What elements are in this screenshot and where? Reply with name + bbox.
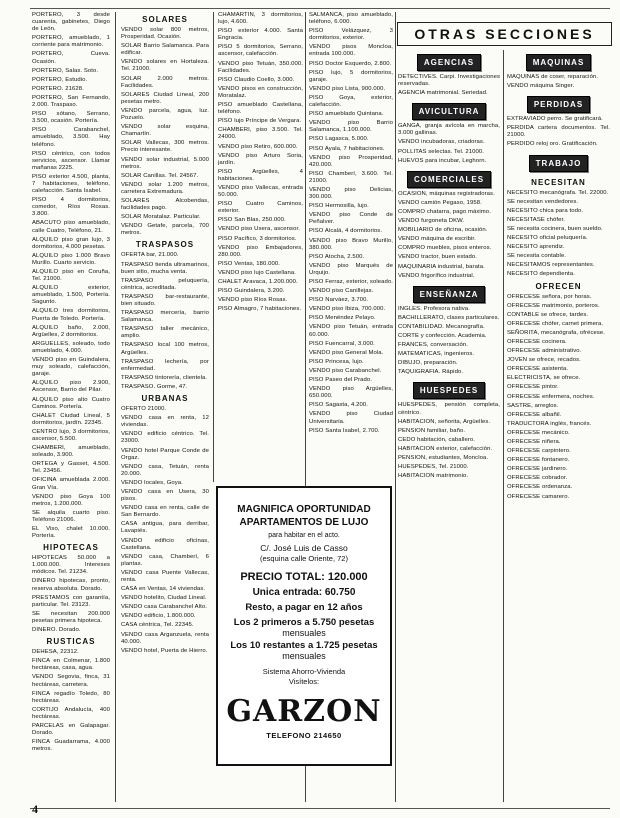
- classified-ad: PISO Chamberí, 3.600. Tel. 21000.: [309, 170, 393, 184]
- classified-ad: SOLAR Vallecas, 300 metros. Precio interesante.: [121, 140, 209, 154]
- classified-ad: FINCA en Colmenar, 1.800 hectáreas, casa, agua.: [32, 658, 110, 672]
- classified-ad: ALQUILO piso gran lujo, 3 dormitorios, 4.000 pesetas.: [32, 236, 110, 250]
- classified-ad: PORTERO, 3 desde cuarenta, gabinetes, Diego de León.: [32, 12, 110, 33]
- classified-ad: VENDO piso Bravo Murillo, 380.000.: [309, 237, 393, 251]
- column-5: [398, 50, 500, 802]
- classified-ad: CASA antigua, para derribar, Lavapiés.: [121, 521, 209, 535]
- necesitan-heading: NECESITAN: [531, 177, 586, 187]
- classified-ad: PISO Velázquez, 3 dormitorios, exterior.: [309, 28, 393, 42]
- classified-ad: BACHILLERATO, clases particulares.: [398, 314, 500, 321]
- comerciales-tag-wrap: [398, 167, 500, 191]
- classified-ad: PISO 5 dormitorios, Serrano, ascensor, calefacción.: [218, 44, 303, 58]
- classified-ad: PISO Claudio Coello, 3.000.: [218, 76, 295, 83]
- ad-line-b2: mensuales: [282, 651, 326, 661]
- classified-ad: CASA céntrica, Tel. 22345.: [121, 622, 194, 629]
- classified-ad: PISO exterior 4.500, planta, 7 habitaciones, teléfono, calefacción. Santa Isabel.: [32, 173, 110, 195]
- ad-phone: TELEFONO 214650: [266, 731, 342, 740]
- classified-ad: INGLES. Profesora nativa.: [398, 305, 470, 312]
- classified-ad: VENDO edificio, 1.800.000.: [121, 613, 196, 620]
- classified-ad: ABACUTO piso amueblado, calle Cuatro, Teléfono, 21.: [32, 220, 110, 234]
- classified-ad: GANGA, granja avícola en marcha, 3.000 gallinas.: [398, 123, 500, 137]
- trabajo-tag-wrap: [507, 151, 610, 175]
- classified-ad: SEÑORITA, mecanógrafa, ofrécese.: [507, 329, 606, 336]
- ad-price: PRECIO TOTAL: 120.000: [240, 571, 368, 583]
- classified-ad: HABITACION, señorita, Argüelles.: [398, 418, 491, 425]
- classified-ad: SOLARES Ciudad Lineal, 200 pesetas metro.: [121, 91, 209, 105]
- classified-ad: PISO Almagro, 7 habitaciones.: [218, 306, 302, 313]
- classified-ad: PISO Argüelles, 4 habitaciones.: [218, 168, 303, 182]
- classified-ad: VENDO tractor, buen estado.: [398, 254, 477, 261]
- maquinas-tag: MAQUINAS: [526, 54, 592, 71]
- classified-ad: VENDO máquina Singer.: [507, 83, 575, 90]
- comerciales-tag: COMERCIALES: [407, 171, 491, 188]
- huespedes-tag: HUESPEDES: [413, 382, 485, 399]
- classified-ad: PISO Goya, exterior, calefacción.: [309, 94, 393, 109]
- classified-ad: CHALET Ciudad Lineal, 5 dormitorios, jardín. 22345.: [32, 412, 110, 426]
- classified-ad: TRASPASO. Gorme, 47.: [121, 383, 188, 390]
- classified-ad: VENDO piso Delicias, 300.000.: [309, 186, 393, 201]
- classified-ad: ELECTRICISTA, se ofrece.: [507, 375, 581, 382]
- classified-ad: PORTERO. 21628.: [32, 85, 84, 92]
- classified-ad: VENDO Getafe, parcela, 700 metros.: [121, 223, 209, 237]
- column-divider: [395, 12, 396, 802]
- classified-ad: VENDO piso Conde de Peñalver.: [309, 212, 393, 226]
- classified-ad: PISO amueblado Castellana, teléfono.: [218, 102, 303, 116]
- classified-ad: OFRECESE albañil.: [507, 411, 562, 418]
- classified-ad: VENDO piso Ríos Rosas.: [218, 297, 288, 304]
- classified-ad: PISO Menéndez Pelayo.: [309, 315, 376, 322]
- classified-ad: SE necesitan 200.000 pesetas primera hipoteca.: [32, 610, 110, 624]
- classified-ad: VENDO casa, Tetuán, renta 20.000.: [121, 463, 209, 477]
- classified-ad: PISO Guindalera, 3.200.: [218, 288, 285, 295]
- classified-ad: PENSION familiar, baño.: [398, 427, 466, 434]
- column-divider: [503, 50, 504, 802]
- classified-ad: VENDO casa en Usera, 30 pisos.: [121, 488, 209, 503]
- perdidas-tag-wrap: [507, 92, 610, 116]
- classified-ad: VENDO hotel, Puerta de Hierro.: [121, 647, 208, 654]
- classified-ad: COMPRO chatarra, pago máximo.: [398, 208, 491, 215]
- classified-ad: SASTRE, arreglos.: [507, 402, 559, 409]
- classified-ad: VENDO casa Puente Vallecas, renta.: [121, 569, 209, 583]
- classified-ad: HUESPEDES, Tel. 21000.: [398, 464, 469, 471]
- classified-ad: CORTIJO Andalucía, 400 hectáreas.: [32, 706, 110, 720]
- classified-ad: PISO Paseo del Prado.: [309, 377, 373, 384]
- classified-ad: VENDO casa en renta, calle de San Bernardo.: [121, 505, 209, 519]
- classified-ad: CHAMBERI, amueblado, soleado, 3.900.: [32, 445, 110, 459]
- classified-ad: VENDO casa Carabanchel Alto.: [121, 604, 207, 611]
- agencias-tag: AGENCIAS: [417, 54, 481, 71]
- avicultura-tag-wrap: [398, 99, 500, 123]
- classified-ad: VENDO solares en Hortaleza. Tel. 21000.: [121, 59, 209, 73]
- huespedes-tag-wrap: [398, 378, 500, 402]
- classified-ad: DIBUJO, preparación.: [398, 360, 458, 367]
- ad-subhead: APARTAMENTOS DE LUJO: [239, 517, 369, 528]
- classified-ad: MAQUINAS de coser, reparación.: [507, 74, 599, 80]
- garzon-logo: GARZON: [226, 694, 382, 729]
- classified-ad: TRASPASO tintorería, clientela.: [121, 374, 208, 381]
- classified-ad: PISO lujo Príncipe de Vergara.: [218, 118, 302, 125]
- classified-ad: PISO Lagasca, 5.000.: [309, 136, 369, 143]
- classified-ad: OFRECESE chófer, carnet primera.: [507, 320, 604, 327]
- classified-ad: OFERTO 21000.: [121, 406, 167, 413]
- classified-ad: VENDO frigorífico industrial.: [398, 272, 475, 279]
- classified-ad: ALQUILO baño, 2.000, Argüelles, 2 dormitorios.: [32, 324, 110, 338]
- classified-ad: VENDO edificio céntrico. Tel. 23000.: [121, 431, 209, 445]
- classified-ad: EXTRAVIADO perro. Se gratificará.: [507, 116, 603, 123]
- classified-ad: VENDO piso Tetuán, 350.000. Facilidades.: [218, 60, 303, 74]
- classified-ad: VENDO piso Usera, ascensor.: [218, 226, 300, 233]
- classified-ad: VENDO piso en Guindalera, muy soleado, calefacción, garaje.: [32, 357, 110, 378]
- classified-ad: PORTERO, Estudio.: [32, 76, 88, 83]
- classified-ad: DETECTIVES. Carpi. Investigaciones reservadas.: [398, 74, 500, 88]
- perdidas-tag: PERDIDAS: [527, 96, 590, 113]
- classified-ad: VENDO piso Embajadores, 280.000.: [218, 244, 303, 258]
- classified-ad: TRASPASO peluquería, céntrica, acreditada.: [121, 277, 209, 291]
- classified-ad: OFERTA bar, 21.000.: [121, 252, 179, 259]
- classified-ad: HABITACION matrimonio.: [398, 473, 469, 480]
- classified-ad: VENDO piso Ciudad Universitaria.: [309, 411, 393, 425]
- agencias-tag-wrap: [398, 50, 500, 74]
- avicultura-tag: AVICULTURA: [412, 103, 487, 120]
- classified-ad: COMPRO muebles, pisos enteros.: [398, 245, 492, 252]
- garzon-advertisement: [216, 486, 392, 766]
- classified-ad: TAQUIGRAFIA. Rápido.: [398, 369, 464, 376]
- classified-ad: SOLAR 2.000 metros. Facilidades.: [121, 75, 209, 89]
- column-3: [218, 12, 303, 482]
- classified-ad: ALQUILO piso en Coruña, Tel. 21000.: [32, 269, 110, 283]
- classified-ad: OFRECESE cocinera.: [507, 338, 567, 345]
- classified-ad: PISO Ferraz, exterior, soleado.: [309, 279, 393, 285]
- classified-ad: OFRECESE camarero.: [507, 493, 570, 500]
- ad-line-a: Los 2 primeros a 5.750 pesetas: [233, 617, 375, 628]
- classified-ad: VENDO hotelito, Ciudad Lineal.: [121, 595, 207, 602]
- classified-ad: VENDO casa, Chamberí, 6 plantas.: [121, 553, 209, 567]
- classified-ad: CHAMBERI, piso 3.500. Tel. 24000.: [218, 127, 303, 141]
- classified-ad: SOLAR Barrio Salamanca. Para edificar.: [121, 43, 209, 57]
- classified-ad: PISO Carabanchel, amueblado, 3.500. Hay teléfono.: [32, 127, 110, 148]
- classified-ad: TRASPASO tienda ultramarinos, buen sitio, mucha venta.: [121, 261, 209, 275]
- classified-ad: DEHESA, 22312.: [32, 649, 79, 656]
- classified-ad: MAQUINARIA industrial, barata.: [398, 263, 485, 270]
- classified-ad: CHALET Aravaca, 1.200.000.: [218, 279, 298, 285]
- classified-ad: NECESITO aprendiz.: [507, 244, 565, 251]
- column-divider: [213, 12, 214, 482]
- classified-ad: VENDO piso Retiro, 600.000.: [218, 143, 298, 150]
- ensenanza-tag: ENSEÑANZA: [413, 286, 486, 303]
- classified-ad: EL Viso, chalet 10.000. Portería.: [32, 526, 110, 540]
- classified-ad: VENDO piso Ibiza, 700.000.: [309, 306, 386, 313]
- classified-ad: PISO Atocha, 2.500.: [309, 253, 365, 260]
- classified-ad: PISO Ayala, 7 habitaciones.: [309, 145, 385, 152]
- ad-line-a2: mensuales: [282, 628, 326, 638]
- classified-ad: CENTRO lujo, 3 dormitorios, ascensor, 5.500.: [32, 428, 110, 442]
- classified-ad: VENDO piso Tetuán, entrada 60.000.: [309, 324, 393, 338]
- page-number: 4: [32, 802, 38, 816]
- ad-system: Sistema Ahorro-Vivienda: [262, 667, 346, 676]
- classified-ad: VENDO máquina de escribir.: [398, 236, 476, 243]
- classified-ad: OFRECESE jardinero.: [507, 466, 568, 473]
- classified-ad: CASA en Ventas, 14 viviendas.: [121, 586, 206, 593]
- classified-ad: VENDO pisos en construcción, Moratalaz.: [218, 85, 303, 99]
- classified-ad: PORTERO, Cueva. Ocasión.: [32, 51, 110, 65]
- classified-ad: TRADUCTORA inglés, francés.: [507, 420, 592, 427]
- classified-ad: JOVEN se ofrece, recados.: [507, 357, 581, 364]
- classified-ad: DINERO. Dorado.: [32, 627, 81, 634]
- classified-ad: VENDO piso Carabanchel.: [309, 367, 382, 374]
- section-heading: TRASPASOS: [135, 240, 195, 250]
- classified-ad: PISO Princesa, lujo.: [309, 358, 364, 365]
- classified-ad: PISO Pacífico, 3 dormitorios.: [218, 235, 297, 242]
- classified-ad: OFRECESE niñera.: [507, 439, 561, 445]
- classified-ad: HABITACION exterior, calefacción.: [398, 445, 493, 452]
- classified-ad: SALMANCA, piso amueblado, teléfono, 6.000.: [309, 12, 393, 26]
- classified-ad: OFRECESE administrativo.: [507, 348, 582, 355]
- classified-ad: OFRECESE asistenta.: [507, 366, 569, 373]
- classified-ad: ALQUILO tres dormitorios, Puerta de Toledo. Portería.: [32, 308, 110, 322]
- classified-ad: VENDO hotel Parque Conde de Orgaz.: [121, 447, 209, 461]
- classified-ad: OFRECESE ordenanza.: [507, 484, 573, 491]
- column-1: [32, 12, 110, 802]
- classified-ad: PISO Sagasta, 4.200.: [309, 402, 368, 409]
- classified-ad: SE necesitan vendedores.: [507, 198, 579, 205]
- classified-ad: HUEVOS para incubar, Leghorn.: [398, 157, 487, 164]
- classified-ad: NECESITAMOS representantes.: [507, 262, 595, 269]
- classified-ad: VENDO casa en renta, 12 viviendas.: [121, 415, 209, 429]
- classified-ad: PISO sótano, Serrano, 3.500, ocasión. Portería.: [32, 111, 110, 125]
- classified-ad: VENDO piso Argüelles, 650.000.: [309, 386, 393, 400]
- classified-ad: NECESITO dependienta.: [507, 271, 575, 278]
- classified-ad: ORTEGA y Gasset, 4.500. Tel. 23456.: [32, 461, 110, 475]
- classified-ad: ALQUILO piso alto Cuatro Caminos. Portería.: [32, 396, 110, 410]
- classified-ad: SE necesita contable.: [507, 253, 567, 260]
- classified-ad: PISO Narváez, 3.700.: [309, 297, 369, 304]
- section-heading: HIPOTECAS: [43, 543, 99, 553]
- classified-ad: OFRECESE señora, por horas.: [507, 293, 592, 300]
- otras-secciones-banner: OTRAS SECCIONES: [397, 22, 612, 46]
- classified-ad: PISO Cuatro Caminos, exterior.: [218, 201, 303, 215]
- classified-ad: OFRECESE cobrador.: [507, 475, 568, 482]
- classified-ad: SOLAR Canillas. Tel. 24567.: [121, 172, 199, 179]
- classified-ad: VENDO Segovia, finca, 31 hectáreas, carretera.: [32, 674, 110, 688]
- trabajo-tag: TRABAJO: [529, 155, 589, 172]
- classified-ad: PISO Ventas, 180.000.: [218, 260, 281, 267]
- classified-ad: PISO Hermosilla, lujo.: [309, 203, 369, 210]
- section-heading: SOLARES: [142, 15, 188, 24]
- classified-ad: OFRECESE enfermera, noches.: [507, 393, 595, 400]
- classified-ad: PISO exterior 4.000. Santa Engracia.: [218, 28, 303, 42]
- column-6: [507, 50, 610, 802]
- classified-ad: NECESITO oficial peluquería.: [507, 235, 588, 242]
- classified-ad: POLLITAS selectas. Tel. 21000.: [398, 148, 484, 155]
- classified-ad: PERDIDA cartera documentos. Tel. 21000.: [507, 125, 610, 139]
- classified-ad: AGENCIA matrimonial. Seriedad.: [398, 90, 488, 97]
- classified-ad: HIPOTECAS 50.000 a 1.000.000. Intereses módicos. Tel. 21234.: [32, 555, 110, 576]
- classified-ad: PISO Santa Isabel, 2.700.: [309, 427, 380, 434]
- classified-ad: FINCA Guadarrama, 4.000 metros.: [32, 739, 110, 753]
- classified-ad: VENDO piso Goya 100 metros, 1.200.000.: [32, 493, 110, 507]
- section-heading: RUSTICAS: [46, 637, 96, 647]
- classified-ad: PRESTAMOS con garantía, particular. Tel. 23123.: [32, 594, 110, 608]
- ad-corner: (esquina calle Oriente, 72): [260, 554, 348, 563]
- ad-ready: para habitar en el acto.: [268, 532, 340, 539]
- classified-ad: VENDO piso Barrio Salamanca, 1.100.000.: [309, 120, 393, 134]
- classified-ad: OFRECESE matrimonio, porteros.: [507, 302, 600, 309]
- column-2: [121, 12, 209, 654]
- classified-ad: PISO 4 dormitorios, comedor, Ríos Rosas. 3.800.: [32, 197, 110, 218]
- classified-ad: VENDO piso General Mola.: [309, 349, 384, 356]
- classified-ad: OCASION, máquinas registradoras.: [398, 190, 495, 197]
- maquinas-tag-wrap: [507, 50, 610, 74]
- classified-ad: PISO Fuencarral, 3.000.: [309, 340, 375, 347]
- classified-ad: NECESITO chica para todo.: [507, 207, 584, 214]
- classified-ad: SOLARES Alcobendas, facilidades pago.: [121, 197, 209, 212]
- classified-ad: VENDO solar industrial, 5.000 metros.: [121, 156, 209, 170]
- classified-ad: VENDO locales, Goya.: [121, 479, 183, 486]
- classified-ad: VENDO solar 1.200 metros, carretera Extremadura.: [121, 181, 209, 195]
- classified-ad: PERDIDO reloj oro. Gratificación.: [507, 141, 598, 148]
- classified-ad: OFICINA amueblada 2.000. Gran Vía.: [32, 477, 110, 491]
- classified-ad: PORTERO, Salas. Soto.: [32, 67, 99, 74]
- classified-ad: DINERO hipotecas, pronto, reserva absoluta. Dorado.: [32, 578, 110, 592]
- classified-ad: PENSION, estudiantes, Moncloa.: [398, 455, 489, 461]
- classified-ad: VENDO piso Arturo Soria, jardín.: [218, 152, 303, 166]
- classified-ad: VENDO piso Marqués de Urquijo.: [309, 262, 393, 276]
- classified-ad: CHAMARTIN, 3 dormitorios, lujo, 4.600.: [218, 12, 303, 26]
- classified-ad: CONTABLE se ofrece, tardes.: [507, 311, 589, 318]
- ofrecen-heading: OFRECEN: [535, 281, 582, 291]
- classified-ad: VENDO piso Canillejas.: [309, 288, 374, 295]
- section-heading: URBANAS: [141, 394, 189, 404]
- classified-ad: ALQUILO exterior, amueblado, 1.500, Portería. Sagunto.: [32, 285, 110, 306]
- classified-ad: PORTERO, amueblado, 1 corriente para matrimonio.: [32, 35, 110, 49]
- classified-ad: NECESITASE chófer.: [507, 216, 565, 223]
- classified-ad: OFRECESE fontanero.: [507, 457, 570, 464]
- classified-ad: PISO amueblado Quintana.: [309, 111, 384, 118]
- classified-ad: PISO Doctor Esquerdo, 2.800.: [309, 60, 392, 67]
- classified-ad: CONTABILIDAD. Mecanografía.: [398, 323, 485, 330]
- top-rule: [30, 8, 610, 9]
- bottom-rule: [30, 808, 610, 809]
- classified-ad: FRANCES, conversación.: [398, 342, 468, 349]
- classified-ad: VENDO parcela, agua, luz. Pozuelo.: [121, 107, 209, 122]
- classified-ad: TRASPASO taller mecánico, amplio.: [121, 326, 209, 340]
- ad-entry: Unica entrada: 60.750: [252, 587, 356, 598]
- classified-ad: VENDO piso Prosperidad, 420.000.: [309, 154, 393, 168]
- classified-ad: TRASPASO mercería, barrio Salamanca.: [121, 310, 209, 324]
- classified-ad: VENDO piso Vallecas, entrada 50.000.: [218, 184, 303, 199]
- classified-ad: PISO céntrico, con todos servicios, ascensor. Llamar mañanas 2225.: [32, 150, 110, 171]
- classified-ad: TRASPASO local 100 metros, Argüelles.: [121, 342, 209, 356]
- ad-headline: MAGNIFICA OPORTUNIDAD: [237, 504, 371, 515]
- classified-ad: VENDO casa Arganzuela, renta 40.000.: [121, 631, 209, 645]
- classified-ad: PORTERO, San Fernando, 2.000. Traspaso.: [32, 94, 110, 109]
- classified-ad: TRASPASO bar-restaurante, bien situado.: [121, 293, 209, 307]
- classified-ad: NECESITO mecanógrafa. Tel. 22000.: [507, 189, 609, 196]
- classified-ad: SE alquila cuarto piso. Teléfono 21006.: [32, 509, 110, 523]
- classified-ad: VENDO furgoneta DKW.: [398, 218, 465, 225]
- column-divider: [115, 12, 116, 802]
- classified-ad: VENDO incubadoras, criadoras.: [398, 139, 485, 146]
- classified-ad: VENDO solar 800 metros, Prosperidad. Ocasión.: [121, 27, 209, 41]
- classified-ad: CEDO habitación, caballero.: [398, 436, 476, 443]
- classified-ad: SOLAR Moratalaz. Particular.: [121, 214, 201, 221]
- classified-ad: TRASPASO lechería, por enfermedad.: [121, 358, 209, 372]
- classified-ad: OFRECESE mecánico.: [507, 429, 570, 436]
- classified-ad: OFRECESE carpintero.: [507, 448, 571, 455]
- classified-ad: FINCA regadío Toledo, 80 hectáreas.: [32, 690, 110, 704]
- classified-ad: VENDO piso lujo Castellana.: [218, 269, 297, 276]
- ad-visit: Visítelos:: [288, 677, 320, 686]
- classified-ad: PISO Alcalá, 4 dormitorios.: [309, 228, 383, 235]
- classified-ad: PISO San Blas, 250.000.: [218, 217, 286, 224]
- classified-ad: PARCELAS en Galapagar. Dorado.: [32, 722, 110, 737]
- classified-ad: VENDO piso Lista, 900.000.: [309, 85, 386, 92]
- ad-address: C/. José Luis de Casso: [260, 543, 348, 553]
- classified-ad: PISO lujo, 5 dormitorios, garaje.: [309, 69, 393, 83]
- classified-ad: VENDO edificio oficinas, Castellana.: [121, 537, 209, 551]
- classified-ad: OFRECESE pintor.: [507, 384, 559, 391]
- classified-ad: VENDO camión Pegaso, 1958.: [398, 199, 482, 206]
- classified-ad: ALQUILO piso 2.900, Ascensor, Barrio del Pilar.: [32, 380, 110, 394]
- classified-ad: HUESPEDES, pensión completa, céntrico.: [398, 402, 500, 416]
- classified-ad: ALQUILO piso 1.000 Bravo Murillo. Cuarto servicio.: [32, 252, 110, 266]
- classified-ad: ARGUELLES, soleado, todo amueblado, 4.000.: [32, 340, 110, 354]
- ensenanza-tag-wrap: [398, 282, 500, 306]
- ad-line-b: Los 10 restantes a 1.725 pesetas: [230, 640, 378, 651]
- classified-ad: MOBILIARIO de oficina, ocasión.: [398, 227, 488, 234]
- classified-ad: CORTE y confección. Academia.: [398, 332, 487, 339]
- classified-ad: VENDO pisos Moncloa, entrada 100.000.: [309, 44, 393, 58]
- classified-ad: MATEMATICAS, ingenieros.: [398, 351, 475, 358]
- ad-rest: Resto, a pagar en 12 años: [245, 602, 363, 613]
- classified-ad: SE necesita cocinera, buen sueldo.: [507, 225, 603, 232]
- classified-ad: VENDO solar esquina, Chamartín.: [121, 124, 209, 138]
